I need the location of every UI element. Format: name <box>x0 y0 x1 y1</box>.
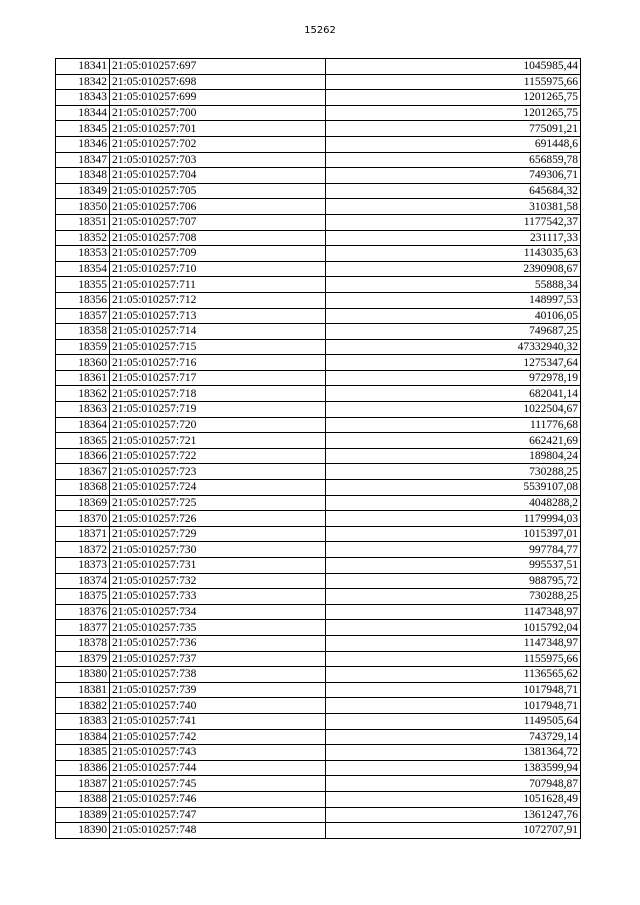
cadastral-value: 730288,25 <box>326 589 581 605</box>
cadastral-number: 21:05:010257:699 <box>110 90 326 106</box>
cadastral-value: 662421,69 <box>326 433 581 449</box>
row-number: 18360 <box>56 355 110 371</box>
cadastral-number: 21:05:010257:741 <box>110 713 326 729</box>
cadastral-value: 40106,05 <box>326 308 581 324</box>
row-number: 18347 <box>56 152 110 168</box>
table-row <box>56 121 581 137</box>
cadastral-value: 645684,32 <box>326 183 581 199</box>
cadastral-number: 21:05:010257:746 <box>110 791 326 807</box>
table-row <box>56 59 581 75</box>
row-number: 18377 <box>56 620 110 636</box>
table-row <box>56 199 581 215</box>
cadastral-number: 21:05:010257:740 <box>110 698 326 714</box>
cadastral-value: 1015792,04 <box>326 620 581 636</box>
table-row <box>56 370 581 386</box>
page-number: 15262 <box>304 25 336 36</box>
cadastral-number: 21:05:010257:731 <box>110 558 326 574</box>
row-number: 18384 <box>56 729 110 745</box>
cadastral-number: 21:05:010257:714 <box>110 324 326 340</box>
cadastral-value: 189804,24 <box>326 448 581 464</box>
cadastral-number: 21:05:010257:732 <box>110 573 326 589</box>
cadastral-number: 21:05:010257:715 <box>110 339 326 355</box>
table-row <box>56 823 581 839</box>
table-row <box>56 90 581 106</box>
table-row <box>56 448 581 464</box>
row-number: 18365 <box>56 433 110 449</box>
row-number: 18387 <box>56 776 110 792</box>
table-row <box>56 667 581 683</box>
table-row <box>56 355 581 371</box>
cadastral-number: 21:05:010257:722 <box>110 448 326 464</box>
row-number: 18381 <box>56 682 110 698</box>
cadastral-number: 21:05:010257:698 <box>110 74 326 90</box>
row-number: 18383 <box>56 713 110 729</box>
cadastral-number: 21:05:010257:705 <box>110 183 326 199</box>
table-row <box>56 292 581 308</box>
table-row <box>56 74 581 90</box>
cadastral-value: 148997,53 <box>326 292 581 308</box>
cadastral-value: 995537,51 <box>326 558 581 574</box>
cadastral-number: 21:05:010257:742 <box>110 729 326 745</box>
cadastral-value: 1051628,49 <box>326 791 581 807</box>
cadastral-number: 21:05:010257:725 <box>110 495 326 511</box>
row-number: 18357 <box>56 308 110 324</box>
table-row <box>56 620 581 636</box>
row-number: 18341 <box>56 59 110 75</box>
cadastral-value: 5539107,08 <box>326 480 581 496</box>
cadastral-number: 21:05:010257:716 <box>110 355 326 371</box>
cadastral-number: 21:05:010257:697 <box>110 59 326 75</box>
cadastral-number: 21:05:010257:701 <box>110 121 326 137</box>
cadastral-value-table <box>55 58 581 839</box>
row-number: 18369 <box>56 495 110 511</box>
row-number: 18348 <box>56 168 110 184</box>
row-number: 18352 <box>56 230 110 246</box>
table-row <box>56 807 581 823</box>
table-row <box>56 651 581 667</box>
table-row <box>56 433 581 449</box>
row-number: 18342 <box>56 74 110 90</box>
table-row <box>56 277 581 293</box>
cadastral-number: 21:05:010257:720 <box>110 417 326 433</box>
table-row <box>56 495 581 511</box>
cadastral-value: 1155975,66 <box>326 74 581 90</box>
cadastral-number: 21:05:010257:738 <box>110 667 326 683</box>
cadastral-number: 21:05:010257:730 <box>110 542 326 558</box>
cadastral-number: 21:05:010257:743 <box>110 745 326 761</box>
row-number: 18390 <box>56 823 110 839</box>
table-row <box>56 324 581 340</box>
cadastral-value: 1179994,03 <box>326 511 581 527</box>
cadastral-number: 21:05:010257:707 <box>110 214 326 230</box>
table-row <box>56 214 581 230</box>
table-row <box>56 745 581 761</box>
row-number: 18358 <box>56 324 110 340</box>
row-number: 18386 <box>56 760 110 776</box>
row-number: 18378 <box>56 635 110 651</box>
cadastral-value: 1381364,72 <box>326 745 581 761</box>
table-row <box>56 526 581 542</box>
table-row <box>56 246 581 262</box>
cadastral-value: 1201265,75 <box>326 90 581 106</box>
row-number: 18363 <box>56 402 110 418</box>
cadastral-value: 1155975,66 <box>326 651 581 667</box>
cadastral-value: 691448,6 <box>326 136 581 152</box>
table-row <box>56 573 581 589</box>
table-row <box>56 105 581 121</box>
cadastral-number: 21:05:010257:700 <box>110 105 326 121</box>
row-number: 18382 <box>56 698 110 714</box>
table-row <box>56 604 581 620</box>
cadastral-value: 749306,71 <box>326 168 581 184</box>
cadastral-number: 21:05:010257:736 <box>110 635 326 651</box>
table-row <box>56 511 581 527</box>
row-number: 18367 <box>56 464 110 480</box>
row-number: 18346 <box>56 136 110 152</box>
cadastral-number: 21:05:010257:735 <box>110 620 326 636</box>
cadastral-number: 21:05:010257:733 <box>110 589 326 605</box>
table-row <box>56 417 581 433</box>
cadastral-value: 1017948,71 <box>326 698 581 714</box>
table-row <box>56 589 581 605</box>
row-number: 18374 <box>56 573 110 589</box>
cadastral-number: 21:05:010257:719 <box>110 402 326 418</box>
cadastral-value: 55888,34 <box>326 277 581 293</box>
cadastral-value: 1201265,75 <box>326 105 581 121</box>
cadastral-value: 1136565,62 <box>326 667 581 683</box>
row-number: 18389 <box>56 807 110 823</box>
row-number: 18368 <box>56 480 110 496</box>
row-number: 18355 <box>56 277 110 293</box>
cadastral-number: 21:05:010257:734 <box>110 604 326 620</box>
cadastral-value: 1045985,44 <box>326 59 581 75</box>
table-row <box>56 464 581 480</box>
cadastral-number: 21:05:010257:726 <box>110 511 326 527</box>
row-number: 18379 <box>56 651 110 667</box>
cadastral-number: 21:05:010257:711 <box>110 277 326 293</box>
row-number: 18344 <box>56 105 110 121</box>
cadastral-number: 21:05:010257:729 <box>110 526 326 542</box>
cadastral-value: 749687,25 <box>326 324 581 340</box>
table-row <box>56 230 581 246</box>
cadastral-value: 656859,78 <box>326 152 581 168</box>
table-row <box>56 698 581 714</box>
cadastral-value: 972978,19 <box>326 370 581 386</box>
row-number: 18371 <box>56 526 110 542</box>
cadastral-number: 21:05:010257:706 <box>110 199 326 215</box>
row-number: 18351 <box>56 214 110 230</box>
cadastral-number: 21:05:010257:748 <box>110 823 326 839</box>
row-number: 18356 <box>56 292 110 308</box>
table-row <box>56 558 581 574</box>
cadastral-value: 1149505,64 <box>326 713 581 729</box>
table-row <box>56 760 581 776</box>
table-row <box>56 635 581 651</box>
row-number: 18370 <box>56 511 110 527</box>
row-number: 18343 <box>56 90 110 106</box>
cadastral-number: 21:05:010257:713 <box>110 308 326 324</box>
cadastral-number: 21:05:010257:718 <box>110 386 326 402</box>
cadastral-value: 310381,58 <box>326 199 581 215</box>
table-row <box>56 183 581 199</box>
cadastral-value: 682041,14 <box>326 386 581 402</box>
row-number: 18375 <box>56 589 110 605</box>
table-row <box>56 480 581 496</box>
row-number: 18350 <box>56 199 110 215</box>
cadastral-value: 1361247,76 <box>326 807 581 823</box>
cadastral-value: 4048288,2 <box>326 495 581 511</box>
cadastral-number: 21:05:010257:745 <box>110 776 326 792</box>
row-number: 18361 <box>56 370 110 386</box>
cadastral-value: 775091,21 <box>326 121 581 137</box>
cadastral-value: 1022504,67 <box>326 402 581 418</box>
cadastral-value: 1147348,97 <box>326 635 581 651</box>
cadastral-value: 111776,68 <box>326 417 581 433</box>
row-number: 18385 <box>56 745 110 761</box>
table-row <box>56 136 581 152</box>
cadastral-number: 21:05:010257:710 <box>110 261 326 277</box>
cadastral-number: 21:05:010257:721 <box>110 433 326 449</box>
table-row <box>56 386 581 402</box>
cadastral-value: 1143035,63 <box>326 246 581 262</box>
cadastral-value: 231117,33 <box>326 230 581 246</box>
cadastral-value: 1177542,37 <box>326 214 581 230</box>
cadastral-number: 21:05:010257:744 <box>110 760 326 776</box>
row-number: 18359 <box>56 339 110 355</box>
table-row <box>56 776 581 792</box>
cadastral-value: 47332940,32 <box>326 339 581 355</box>
cadastral-value: 988795,72 <box>326 573 581 589</box>
cadastral-value: 1015397,01 <box>326 526 581 542</box>
cadastral-number: 21:05:010257:737 <box>110 651 326 667</box>
table-row <box>56 168 581 184</box>
row-number: 18373 <box>56 558 110 574</box>
table-body <box>56 59 581 839</box>
row-number: 18372 <box>56 542 110 558</box>
table-row <box>56 339 581 355</box>
cadastral-value: 743729,14 <box>326 729 581 745</box>
table-row <box>56 682 581 698</box>
table-row <box>56 152 581 168</box>
cadastral-number: 21:05:010257:703 <box>110 152 326 168</box>
cadastral-value: 1147348,97 <box>326 604 581 620</box>
table-row <box>56 542 581 558</box>
row-number: 18354 <box>56 261 110 277</box>
row-number: 18364 <box>56 417 110 433</box>
cadastral-value: 707948,87 <box>326 776 581 792</box>
table-row <box>56 261 581 277</box>
row-number: 18376 <box>56 604 110 620</box>
row-number: 18380 <box>56 667 110 683</box>
row-number: 18349 <box>56 183 110 199</box>
cadastral-number: 21:05:010257:704 <box>110 168 326 184</box>
row-number: 18366 <box>56 448 110 464</box>
cadastral-number: 21:05:010257:724 <box>110 480 326 496</box>
cadastral-number: 21:05:010257:717 <box>110 370 326 386</box>
table-row <box>56 791 581 807</box>
row-number: 18345 <box>56 121 110 137</box>
cadastral-value: 730288,25 <box>326 464 581 480</box>
cadastral-value: 2390908,67 <box>326 261 581 277</box>
cadastral-number: 21:05:010257:723 <box>110 464 326 480</box>
cadastral-value: 1383599,94 <box>326 760 581 776</box>
cadastral-number: 21:05:010257:747 <box>110 807 326 823</box>
row-number: 18362 <box>56 386 110 402</box>
cadastral-value: 1072707,91 <box>326 823 581 839</box>
cadastral-number: 21:05:010257:712 <box>110 292 326 308</box>
cadastral-number: 21:05:010257:708 <box>110 230 326 246</box>
table-row <box>56 729 581 745</box>
row-number: 18353 <box>56 246 110 262</box>
table-row <box>56 308 581 324</box>
cadastral-value: 1017948,71 <box>326 682 581 698</box>
table-row <box>56 713 581 729</box>
table-row <box>56 402 581 418</box>
cadastral-value: 1275347,64 <box>326 355 581 371</box>
cadastral-number: 21:05:010257:709 <box>110 246 326 262</box>
cadastral-number: 21:05:010257:739 <box>110 682 326 698</box>
row-number: 18388 <box>56 791 110 807</box>
cadastral-number: 21:05:010257:702 <box>110 136 326 152</box>
cadastral-value: 997784,77 <box>326 542 581 558</box>
